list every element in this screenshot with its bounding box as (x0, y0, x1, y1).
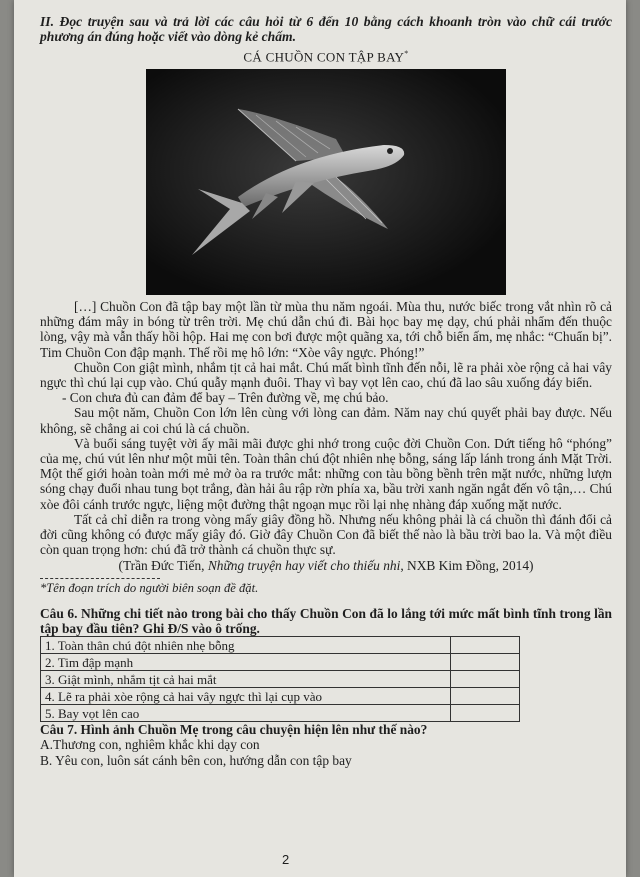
question-7: Câu 7. Hình ảnh Chuồn Mẹ trong câu chuyện hiện lên như thế nào? (40, 722, 428, 738)
table-row (41, 637, 520, 654)
page-number: 2 (282, 852, 290, 867)
source-prefix: (Trần Đức Tiến, (118, 558, 208, 574)
answer-box[interactable] (451, 705, 520, 722)
statement-cell: 3. Giật mình, nhắm tịt cả hai mắt (41, 671, 451, 688)
footnote-divider (40, 578, 160, 579)
story-title-text: CÁ CHUỒN CON TẬP BAY (243, 49, 405, 65)
source-suffix: , NXB Kim Đồng, 2014) (400, 558, 534, 574)
statement-cell: 2. Tim đập mạnh (41, 654, 451, 671)
answer-box[interactable] (451, 671, 520, 688)
question-6-table (40, 636, 520, 722)
story-paragraph-5: Và buổi sáng tuyệt vời ấy mãi mãi được ghi nhớ trong cuộc đời Chuồn Con. Dứt tiếng hô “phóng” của mẹ, chú vút lên như một mũi tên. Toàn thân chú đột nhiên nhẹ bỗng, sáng lấp lánh trong ánh Mặt Trời. Một thế giới hoàn toàn mới mẻ mở òa ra trước mắt: những con tàu bồng bềnh trên mặt nước, những lượn sóng chạy đuổi nhau tung bọt trắng, đàn hải âu rập rờn phía xa, bầu trời xanh ngăn ngắt đến vô tận,… Chú xòe đôi cánh trước ngực, liệng một đường thật ngoạn mục rồi lại nhẹ nhàng đáp xuống mặt nước. (40, 435, 612, 512)
story-paragraph-3: - Con chưa đủ can đảm để bay – Trên đường về, mẹ chú bảo. (62, 390, 389, 406)
section-heading: II. Đọc truyện sau và trả lời các câu hỏi từ 6 đến 10 bằng cách khoanh tròn vào chữ cái trước phương án đúng hoặc viết vào dòng kẻ chấm. (40, 14, 612, 45)
page-content (40, 14, 612, 768)
question-6: Câu 6. Những chi tiết nào trong bài cho thấy Chuồn Con đã lo lắng tới mức mất bình tĩnh trong lần tập bay đầu tiên? Ghi Đ/S vào ô trống. (40, 605, 612, 636)
statement-cell: 5. Bay vọt lên cao (41, 705, 451, 722)
exam-sheet (14, 0, 626, 877)
flying-fish-icon (146, 69, 506, 295)
story-title-mark: * (404, 49, 409, 59)
answer-box[interactable] (451, 688, 520, 705)
story-paragraph-6: Tất cả chỉ diễn ra trong vòng mấy giây đồng hồ. Nhưng nếu không phải là cá chuồn thì đánh đổi cả đời cũng không có được mấy giây đó. Giờ đây Chuồn Con đã biết thế nào là bầu trời bao la. Và một điều còn quan trọng hơn: chú đã trở thành cá chuồn thực sự. (40, 511, 612, 558)
table-row (41, 705, 520, 722)
statement-cell: 4. Lẽ ra phải xòe rộng cả hai vây ngực thì lại cụp vào (41, 688, 451, 705)
statement-cell: 1. Toàn thân chú đột nhiên nhẹ bỗng (41, 637, 451, 654)
story-paragraph-2: Chuồn Con giật mình, nhắm tịt cả hai mắt. Chú mất bình tĩnh đến nỗi, lẽ ra phải xòe rộng cả hai vây ngực thì chú lại cụp vào. Chú quẫy mạnh đuôi. Thay vì bay vọt lên cao, chú đã lao sâu xuống đáy biển. (40, 359, 612, 390)
story-title (40, 46, 612, 65)
option-a[interactable]: A.Thương con, nghiêm khắc khi dạy con (40, 737, 260, 753)
flying-fish-photo (146, 69, 506, 295)
answer-box[interactable] (451, 637, 520, 654)
source-book: Những truyện hay viết cho thiếu nhi (207, 558, 401, 574)
table-row (41, 688, 520, 705)
table-row (41, 654, 520, 671)
story-paragraph-1: […] Chuồn Con đã tập bay một lần từ mùa thu năm ngoái. Mùa thu, nước biếc trong vắt nhìn rõ cả những đám mây in bóng từ trên trời. Mẹ chú dẫn chú đi. Bài học bay mẹ dạy, chú phải nhẩm đến thuộc lòng, vậy mà vẫn thấy hồi hộp. Hai mẹ con bơi được một quãng xa, tới chỗ biển ấm, mẹ nhắc: “Chuẩn bị”. Tim Chuồn Con đập mạnh. Thế rồi mẹ hô lớn: “Xòe vây ngực. Phóng!” (40, 298, 612, 360)
story-paragraph-4: Sau một năm, Chuồn Con lớn lên cùng với lòng can đảm. Năm nay chú quyết phải bay được. Nếu không, sẽ chẳng ai coi chú là cá chuồn. (40, 405, 612, 436)
table-row (41, 671, 520, 688)
footnote: *Tên đoạn trích do người biên soạn đề đặt. (40, 580, 259, 595)
answer-box[interactable] (451, 654, 520, 671)
option-b[interactable]: B. Yêu con, luôn sát cánh bên con, hướng dẫn con tập bay (40, 752, 352, 768)
story-source (40, 558, 612, 573)
